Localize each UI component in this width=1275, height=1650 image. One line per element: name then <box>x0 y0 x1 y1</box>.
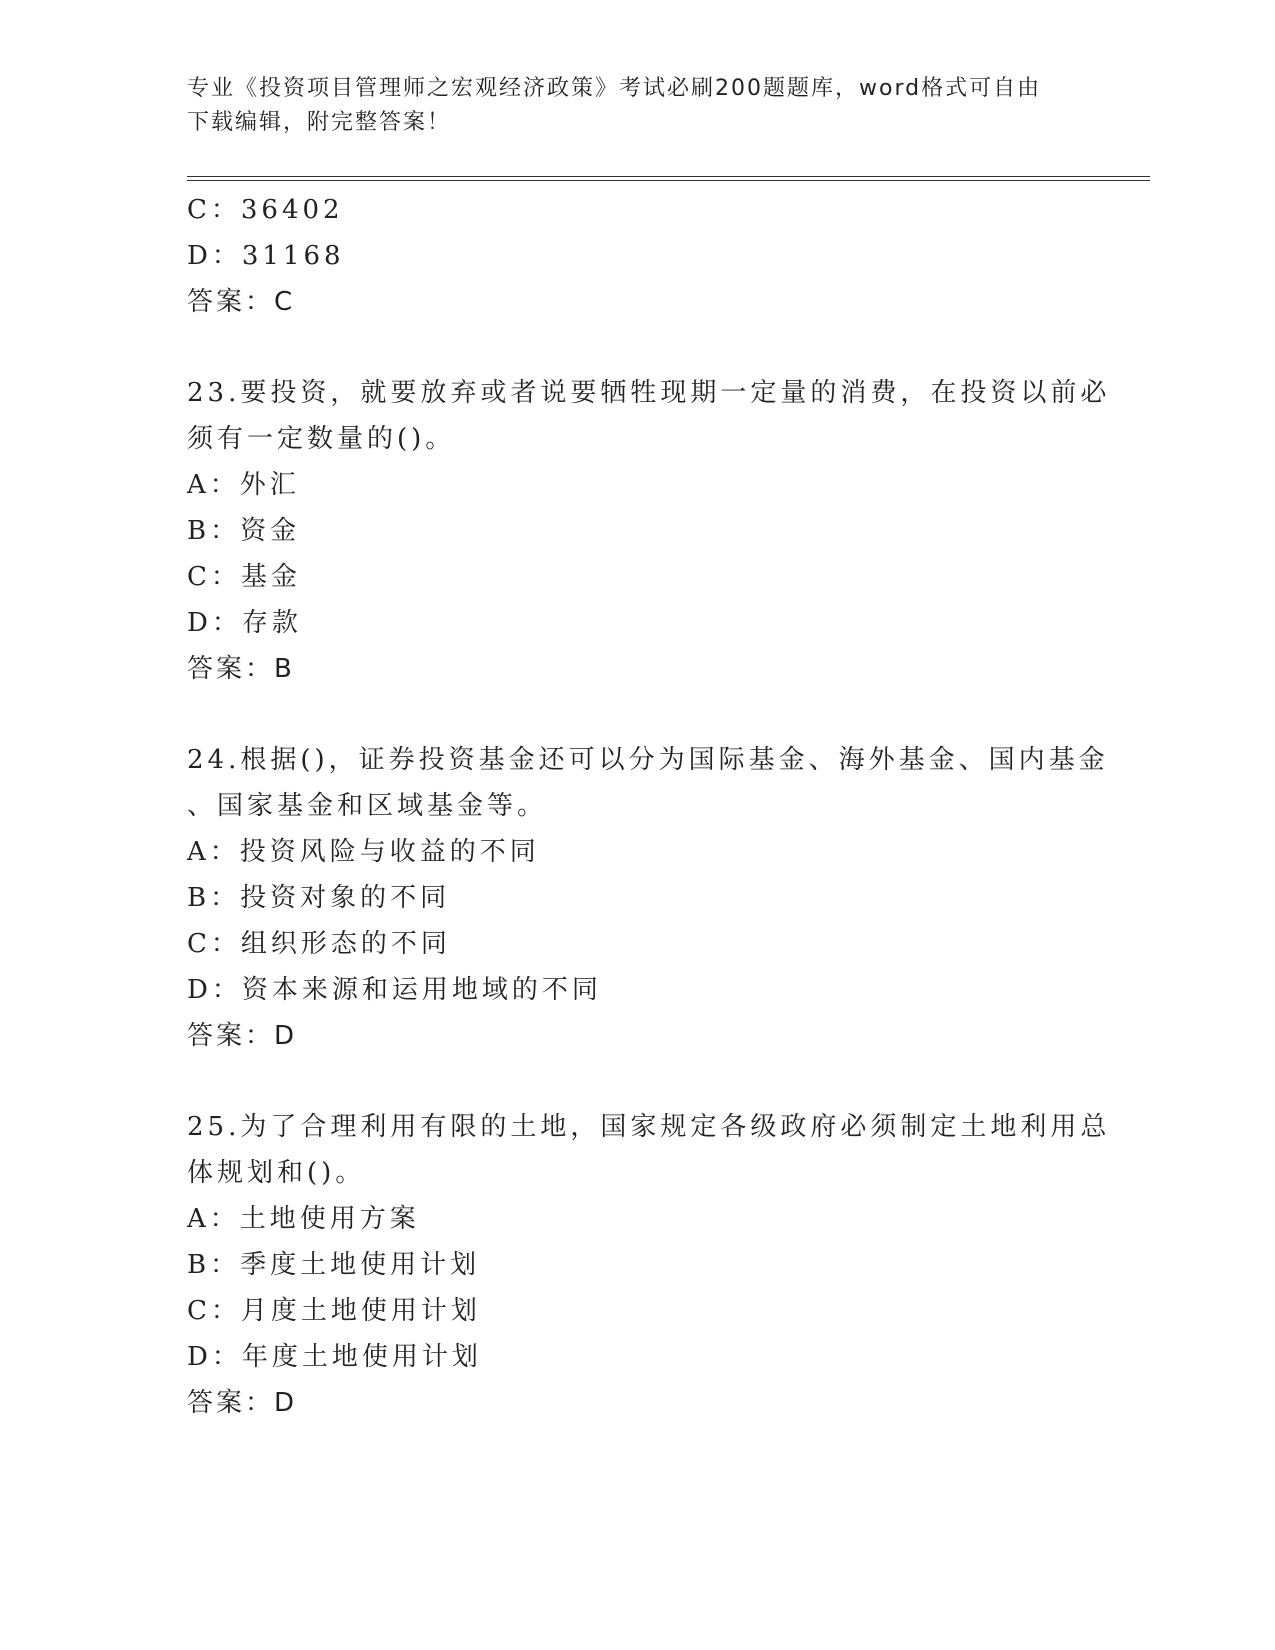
spacer <box>187 325 1087 370</box>
header-line-1: 专业《投资项目管理师之宏观经济政策》考试必刷200题题库，word格式可自由 <box>187 76 1042 101</box>
question-24 <box>187 737 1109 1059</box>
option-d: D：存款 <box>187 608 302 638</box>
option-c: C：基金 <box>187 562 301 592</box>
answer: 答案：D <box>187 1388 298 1418</box>
question-text-line-2: 须有一定数量的()。 <box>187 424 456 454</box>
question-text-line-1: 24.根据()，证券投资基金还可以分为国际基金、海外基金、国内基金 <box>187 745 1109 775</box>
question-text-line-2: 、国家基金和区域基金等。 <box>187 791 548 821</box>
question-list <box>187 187 1111 1426</box>
spacer <box>187 692 1087 737</box>
header-divider <box>187 176 1150 181</box>
option-b: B：资金 <box>187 516 301 546</box>
option-b: B：季度土地使用计划 <box>187 1250 481 1280</box>
question-23 <box>187 370 1111 692</box>
question-text-line-2: 体规划和()。 <box>187 1158 366 1188</box>
header-line-2: 下载编辑，附完整答案！ <box>187 110 452 135</box>
option-a: A：投资风险与收益的不同 <box>187 837 540 867</box>
option-d: D：年度土地使用计划 <box>187 1342 482 1372</box>
option-c: C：36402 <box>187 195 344 225</box>
question-text-line-1: 25.为了合理利用有限的土地，国家规定各级政府必须制定土地利用总 <box>187 1112 1111 1142</box>
option-d: D：资本来源和运用地域的不同 <box>187 975 602 1005</box>
question-25 <box>187 1104 1111 1426</box>
option-b: B：投资对象的不同 <box>187 883 451 913</box>
answer: 答案：C <box>187 287 296 317</box>
answer: 答案：B <box>187 654 295 684</box>
option-a: A：外汇 <box>187 470 300 500</box>
option-d: D：31168 <box>187 241 345 271</box>
question-text-line-1: 23.要投资，就要放弃或者说要牺牲现期一定量的消费，在投资以前必 <box>187 378 1111 408</box>
partial-question-22 <box>187 187 1087 325</box>
answer: 答案：D <box>187 1021 298 1051</box>
spacer <box>187 1059 1087 1104</box>
option-a: A：土地使用方案 <box>187 1204 420 1234</box>
option-c: C：月度土地使用计划 <box>187 1296 481 1326</box>
page-header <box>187 72 1087 140</box>
option-c: C：组织形态的不同 <box>187 929 451 959</box>
